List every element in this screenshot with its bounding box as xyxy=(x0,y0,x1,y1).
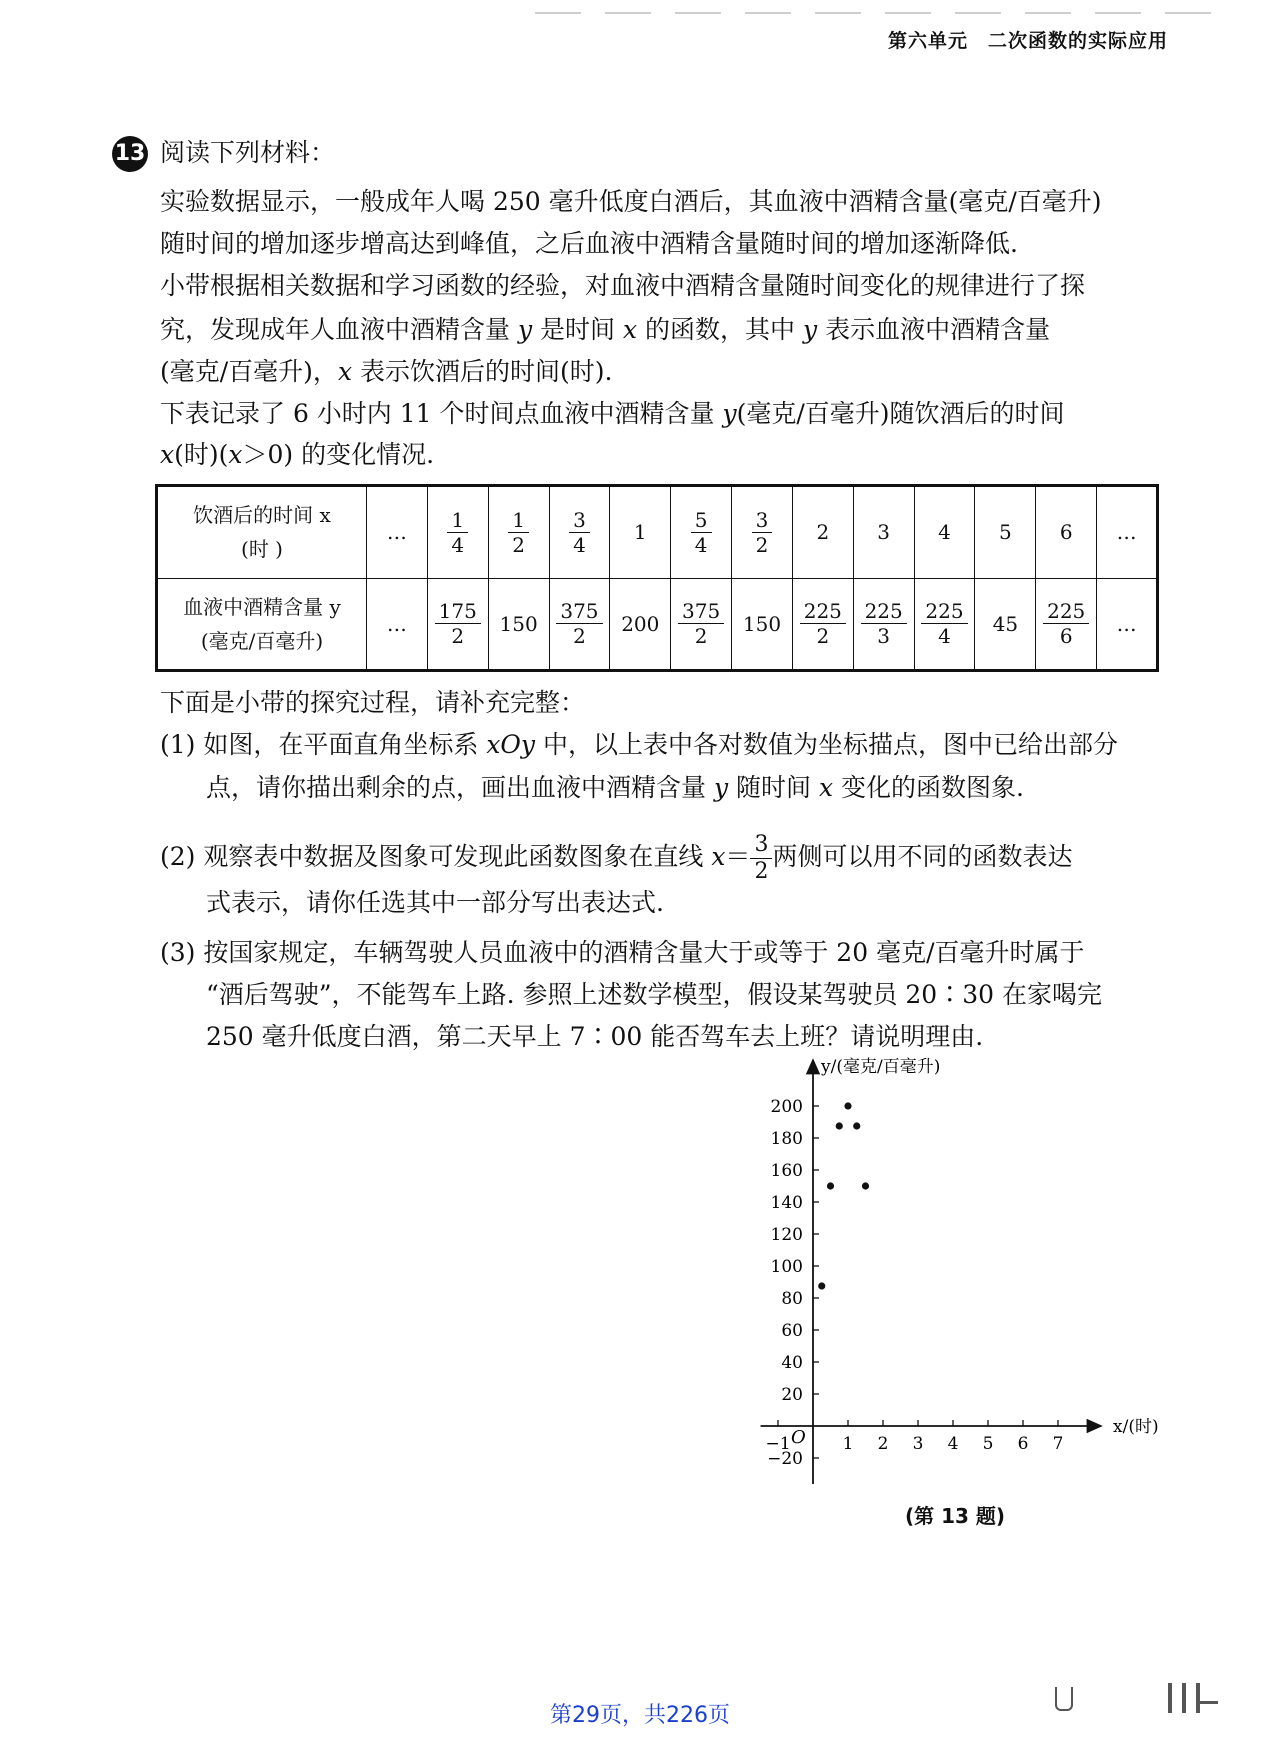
table-cell: $\frac{225}{4}$ xyxy=(914,578,975,671)
paragraph-1-line-1: 实验数据显示，一般成年人喝 250 毫升低度白酒后，其血液中酒精含量(毫克/百毫升) xyxy=(160,187,1102,216)
y-axis-label: y/(毫克/百毫升) xyxy=(821,1057,941,1077)
paragraph-3-line-2: x(时)(x＞0) 的变化情况. xyxy=(160,440,435,469)
table-cell: 5 xyxy=(975,486,1036,579)
data-point xyxy=(827,1182,834,1189)
paragraph-2-line-2: 究，发现成年人血液中酒精含量 y 是时间 x 的函数，其中 y 表示血液中酒精含量 xyxy=(160,315,1051,344)
paragraph-2-line-1: 小带根据相关数据和学习函数的经验，对血液中酒精含量随时间变化的规律进行了探 xyxy=(160,271,1086,300)
table-cell: 45 xyxy=(975,578,1036,671)
table-header-content: 血液中酒精含量 y (毫克/百毫升) xyxy=(157,578,367,671)
table-cell: 150 xyxy=(732,578,793,671)
table-cell: 200 xyxy=(610,578,671,671)
sub-question-2-line-1: (2) 观察表中数据及图象可发现此函数图象在直线 x＝ $\frac{3}{2}$ 两侧可以用不同的函数表达 xyxy=(160,832,1073,884)
data-point xyxy=(853,1122,860,1129)
table-header-time: 饮酒后的时间 x (时 ) xyxy=(157,486,367,579)
sub-question-2-line-2: 式表示，请你任选其中一部分写出表达式. xyxy=(206,888,664,917)
data-table xyxy=(155,484,1159,672)
x-tick-label: −1 xyxy=(765,1434,791,1454)
bracket-icon xyxy=(1055,1687,1073,1711)
table-cell-ellipsis: … xyxy=(367,486,428,579)
x-tick-label: 5 xyxy=(982,1434,994,1454)
y-tick-label: 200 xyxy=(770,1097,803,1117)
x-tick-label: 7 xyxy=(1052,1434,1064,1454)
table-cell: 6 xyxy=(1036,486,1097,579)
table-cell: $\frac{175}{2}$ xyxy=(427,578,488,671)
x-tick-label: 6 xyxy=(1017,1434,1029,1454)
data-point xyxy=(862,1182,869,1189)
table-cell: $\frac{3}{4}$ xyxy=(549,486,610,579)
y-tick-label: 180 xyxy=(770,1129,803,1149)
y-tick-label: 80 xyxy=(781,1289,803,1309)
table-row-time xyxy=(157,486,1158,579)
table-cell-ellipsis: … xyxy=(1097,578,1158,671)
x-tick-label: 1 xyxy=(842,1434,854,1454)
table-cell: $\frac{1}{2}$ xyxy=(488,486,549,579)
page-header: 第六单元 二次函数的实际应用 xyxy=(887,30,1168,52)
y-tick-label: 60 xyxy=(781,1321,803,1341)
figure-caption: (第 13 题) xyxy=(905,1504,1006,1528)
paragraph-1-line-2: 随时间的增加逐步增高达到峰值，之后血液中酒精含量随时间的增加逐渐降低. xyxy=(160,229,1018,258)
table-cell: $\frac{1}{4}$ xyxy=(427,486,488,579)
x-axis-label: x/(时) xyxy=(1113,1417,1159,1437)
y-tick-label: 140 xyxy=(770,1193,803,1213)
sub-question-3-line-1: (3) 按国家规定，车辆驾驶人员血液中的酒精含量大于或等于 20 毫克/百毫升时属于 xyxy=(160,938,1085,967)
table-cell: 150 xyxy=(488,578,549,671)
table-cell: 1 xyxy=(610,486,671,579)
table-cell: $\frac{3}{2}$ xyxy=(732,486,793,579)
table-cell-ellipsis: … xyxy=(367,578,428,671)
table-cell: $\frac{5}{4}$ xyxy=(671,486,732,579)
y-tick-label: 100 xyxy=(770,1257,803,1277)
table-cell: 4 xyxy=(914,486,975,579)
x-tick-label: 2 xyxy=(877,1434,889,1454)
table-cell: 3 xyxy=(853,486,914,579)
process-intro: 下面是小带的探究过程，请补充完整： xyxy=(160,688,586,717)
paragraph-2-line-3: (毫克/百毫升)，x 表示饮酒后的时间(时). xyxy=(160,357,613,386)
x-tick-label: 4 xyxy=(947,1434,959,1454)
table-row-content xyxy=(157,578,1158,671)
y-tick-label: 40 xyxy=(781,1353,803,1373)
table-cell: 2 xyxy=(792,486,853,579)
data-point xyxy=(844,1102,851,1109)
table-cell-ellipsis: … xyxy=(1097,486,1158,579)
table-cell: $\frac{375}{2}$ xyxy=(549,578,610,671)
paragraph-3-line-1: 下表记录了 6 小时内 11 个时间点血液中酒精含量 y(毫克/百毫升)随饮酒后的时间 xyxy=(160,399,1065,428)
y-tick-label: 160 xyxy=(770,1161,803,1181)
page-footer: 第29页，共226页 xyxy=(550,1703,730,1728)
y-tick-label: −20 xyxy=(767,1449,803,1469)
coordinate-chart xyxy=(740,1052,1180,1492)
table-cell: $\frac{225}{6}$ xyxy=(1036,578,1097,671)
y-tick-label: 120 xyxy=(770,1225,803,1245)
question-number-badge: 13 xyxy=(112,136,148,172)
table-cell: $\frac{375}{2}$ xyxy=(671,578,732,671)
x-tick-label: 3 xyxy=(912,1434,924,1454)
sub-question-3-line-3: 250 毫升低度白酒，第二天早上 7∶00 能否驾车去上班？请说明理由. xyxy=(206,1022,984,1051)
table-cell: $\frac{225}{3}$ xyxy=(853,578,914,671)
data-point xyxy=(836,1122,843,1129)
data-point xyxy=(818,1282,825,1289)
table-cell: $\frac{225}{2}$ xyxy=(792,578,853,671)
origin-label: O xyxy=(791,1427,806,1448)
sub-question-3-line-2: “酒后驾驶”，不能驾车上路. 参照上述数学模型，假设某驾驶员 20∶30 在家喝完 xyxy=(206,980,1102,1009)
sub-question-1-line-2: 点，请你描出剩余的点，画出血液中酒精含量 y 随时间 x 变化的函数图象. xyxy=(206,773,1024,802)
question-intro: 阅读下列材料： xyxy=(160,138,336,167)
y-tick-label: 20 xyxy=(781,1385,803,1405)
sub-question-1-line-1: (1) 如图，在平面直角坐标系 xOy 中，以上表中各对数值为坐标描点，图中已给出部分 xyxy=(160,730,1118,759)
